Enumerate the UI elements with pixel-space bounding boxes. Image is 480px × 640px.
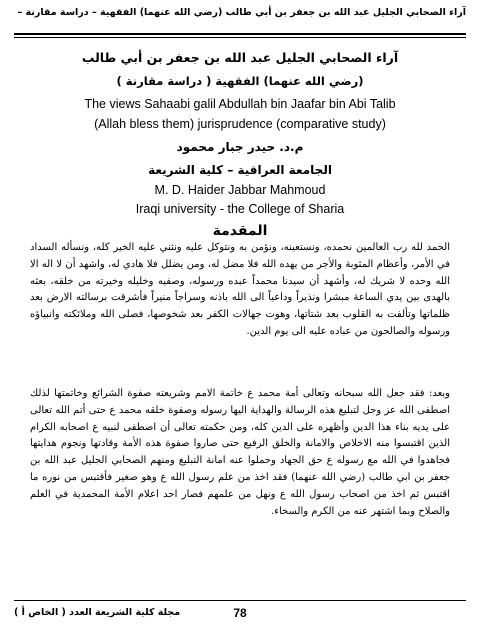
author-english: M. D. Haider Jabbar Mahmoud [154,183,326,197]
footer-rule [14,600,466,601]
arabic-title: آراء الصحابي الجليل عبد الله بن جعفر بن أبي طالب [81,50,399,65]
english-title-line-1: The views Sahaabi galil Abdullah bin Jaafar bin Abi Talib [84,97,396,111]
affiliation-arabic: الجامعة العراقية – كلية الشريعة [148,163,332,177]
body-paragraph-2 [30,386,450,520]
header-rule [14,33,466,38]
english-title-line-2: (Allah bless them) jurisprudence (comparative study) [94,117,386,131]
journal-footer: مجلة كلية الشريعة العدد ( الخاص أ ) [14,607,181,618]
running-head: آراء الصحابي الجليل عبد الله بن جعفر بن أبي طالب (رضي الله عنهما) الفقهية – دراسة مقارنة – [17,7,466,18]
author-arabic: م.د. حيدر جبار محمود [176,140,304,154]
paragraph-2-text: وبعد: فقد جعل الله سبحانه وتعالى أمة محمد ع خاتمة الامم وشريعته صفوة الشرائع وخاتمتها لذلك اصطفى الله عز وجل لتبليغ هذه الرسالة والهداية اليها رسوله وصفوة خلقه محمد ع حتى أتم الله تعالى على يديه بناء هذا الدين وأظهره على الدين كله، ومن حكمته تعالى أن اصطفى لنبيه ع اصحابه الكرام الذين اقتبسوا منه الاخلاص والامانة والخلق الرفيع حتى صاروا صفوة هذه الأمة وقادتها ونجوم هدايتها فجاهدوا في الله مع رسوله ع حق الجهاد وحملوا عنه امانة التبليغ ومنهم الصحابي الجليل عبد الله بن جعفر بن ابي طالب (رضي الله عنهما) فقد اخذ من علم رسول الله ع وهو صغير فأقتبس من نوره ما اقتبس ثم اخذ من اصحاب رسول الله ع ونهل من علمهم فصار احد اعلام الأمة المحمدية في العلم والصلاح وبما اشتهر عنه من الكرم والسخاء. [30,388,451,517]
arabic-subtitle: (رضي الله عنهما) الفقهية ( دراسة مقارنة ) [116,74,364,88]
body-paragraph-1 [30,240,450,341]
section-heading-introduction: المقدمة [212,223,268,239]
paragraph-1-text: الحمد لله رب العالمين نحمده، ونستعينه، ونؤمن به ونتوكل عليه ونثني عليه الخير كله، ونسأله السداد في الأمر، وأعظام المثوبة والأجر من يهده الله فلا مضل له، ومن يضلل فلا هادي له، واشهد أن لا اله الا الله وحده لا شريك له، وأشهد أن سيدنا محمداً عبده ورسوله، وصفيه وخليله وخيرته من خلقه، بعثه بالهدى بين يدي الساعة مبشرا ونذيراً وداعياً الى الله باذنه وسراجاً منيراً فأشرقت برسالته الارض بعد ظلماتها وتألفت به القلوب بعد شتاتها، وهوت جهالات الكفر بعد شخوصها، فصلى الله وملائكته وانبياؤه ورسوله والصالحون من عباده عليه الى يوم الدين. [30,242,450,337]
page-number: 78 [233,606,247,620]
affiliation-english: Iraqi university - the College of Sharia [135,202,345,216]
